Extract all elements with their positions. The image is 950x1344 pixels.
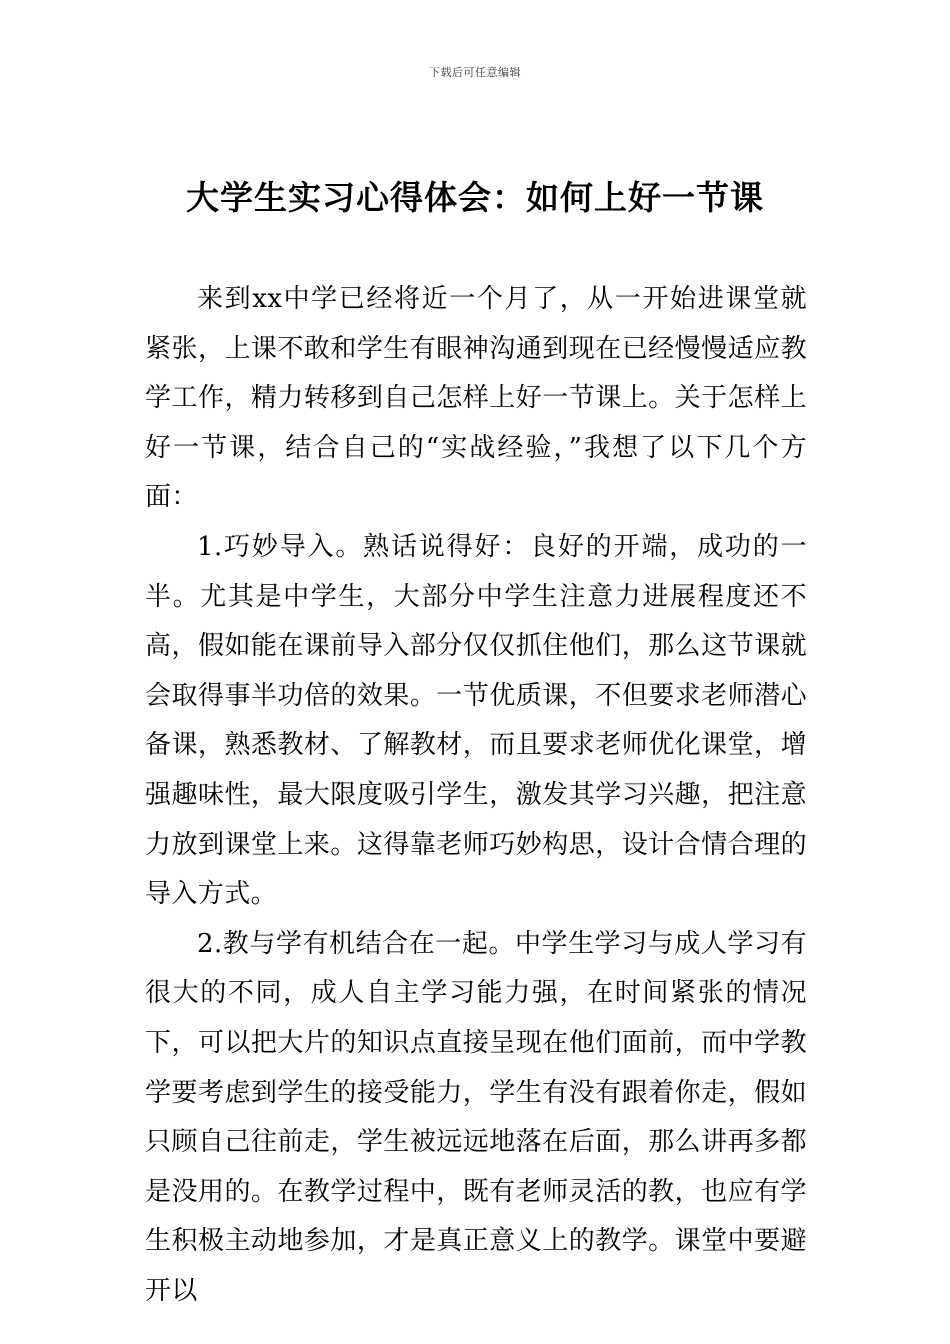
paragraph-point-1: 1.巧妙导入。熟话说得好：良好的开端，成功的一半。尤其是中学生，大部分中学生注意力进展程度还不高，假如能在课前导入部分仅仅抓住他们，那么这节课就会取得事半功倍的效果。一节优质课，不但要求老师潜心备课，熟悉教材、了解教材，而且要求老师优化课堂，增强趣味性，最大限度吸引学生，激发其学习兴趣，把注意力放到课堂上来。这得靠老师巧妙构思，设计合情合理的导入方式。 xyxy=(145,531,807,910)
document-body xyxy=(145,275,807,1316)
paragraph-point-2: 2.教与学有机结合在一起。中学生学习与成人学习有很大的不同，成人自主学习能力强，在时间紧张的情况下，可以把大片的知识点直接呈现在他们面前，而中学教学要考虑到学生的接受能力，学生有没有跟着你走，假如只顾自己往前走，学生被远远地落在后面，那么讲再多都是没用的。在教学过程中，既有老师灵活的教，也应有学生积极主动地参加，才是真正意义上的教学。课堂中要避开以 xyxy=(145,928,807,1306)
header-note: 下载后可任意编辑 xyxy=(429,66,521,79)
document-title: 大学生实习心得体会：如何上好一节课 xyxy=(186,178,764,217)
paragraph-intro: 来到xx中学已经将近一个月了，从一开始进课堂就紧张，上课不敢和学生有眼神沟通到现在已经慢慢适应教学工作，精力转移到自己怎样上好一节课上。关于怎样上好一节课，结合自己的“实战经验，”我想了以下几个方面： xyxy=(145,284,807,513)
